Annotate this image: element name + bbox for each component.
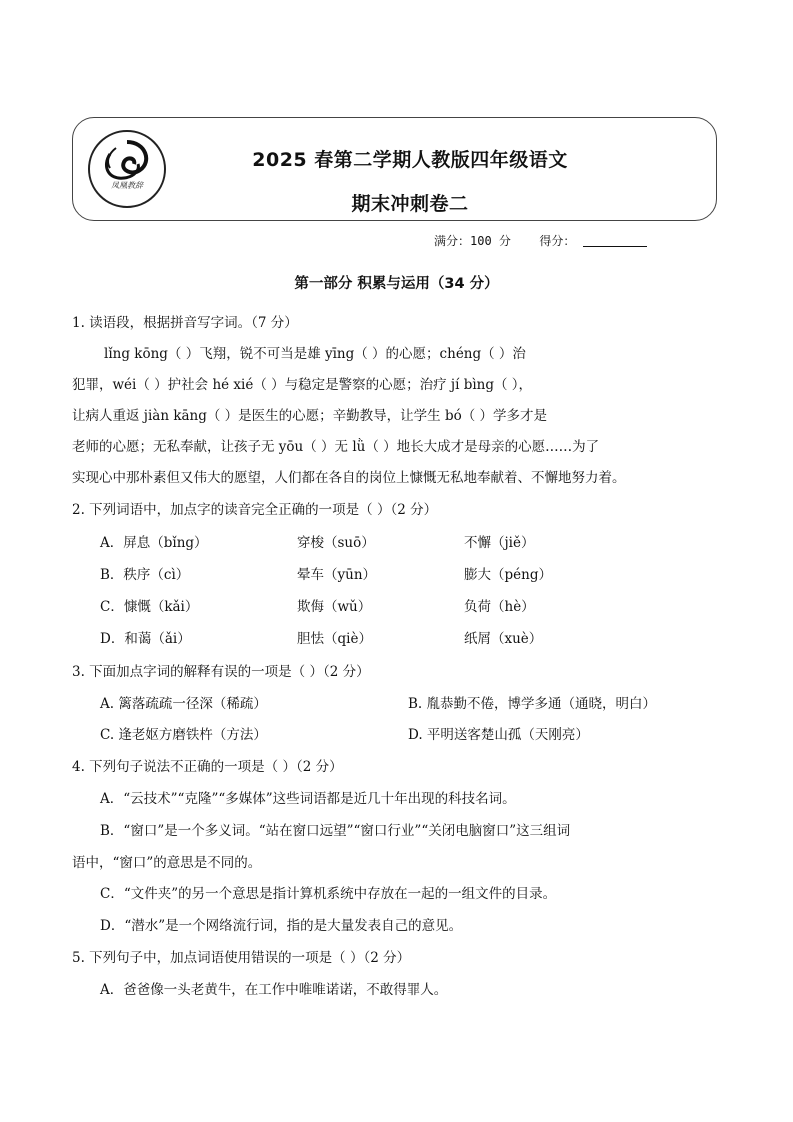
q4-option-b-cont: 语中，“窗口”的意思是不同的。: [72, 855, 262, 871]
q3-option-d: D. 平明送客楚山孤（天刚亮）: [408, 727, 589, 743]
section-title: 第一部分 积累与运用（34 分）: [294, 276, 499, 292]
q3-option-a: A. 篱落疏疏一径深（稀疏）: [100, 696, 267, 712]
q2-option-b-word1: B．秩序（cì）: [100, 567, 190, 583]
q2-option-b-word2: 晕车（yūn）: [297, 567, 377, 583]
q4-option-c: C．“文件夹”的另一个意思是指计算机系统中存放在一起的一组文件的目录。: [100, 886, 557, 902]
q1-line: 犯罪，wéi（ ）护社会 hé xié（ ）与稳定是警察的心愿；治疗 jí bìng（ ），: [72, 377, 533, 393]
q2-option-a-word1: A．屏息（bǐng）: [100, 535, 208, 551]
exam-title: 2025 春第二学期人教版四年级语文: [252, 149, 568, 171]
score-line: [434, 232, 647, 249]
q2-option-a-word2: 穿梭（suō）: [297, 535, 375, 551]
q2-option-d-word1: D．和蔼（ǎi）: [100, 631, 191, 647]
q5-prompt: 5. 下列句子中，加点词语使用错误的一项是（ ）（2 分）: [72, 950, 411, 966]
q2-option-d-word3: 纸屑（xuè）: [464, 631, 543, 647]
q4-option-d: D．“潜水”是一个网络流行词，指的是大量发表自己的意见。: [100, 918, 463, 934]
full-score-label: 满分：100 分: [434, 234, 511, 248]
q3-option-c: C. 逢老妪方磨铁杵（方法）: [100, 727, 267, 743]
q1-line: 让病人重返 jiàn kāng（ ）是医生的心愿；辛勤教导，让学生 bó（ ）学多才是: [72, 408, 548, 424]
q3-option-b: B. 胤恭勤不倦，博学多通（通晓，明白）: [408, 696, 657, 712]
q2-option-c-word3: 负荷（hè）: [464, 599, 535, 615]
q2-option-d-word2: 胆怯（qiè）: [297, 631, 372, 647]
q1-line: 实现心中那朴素但又伟大的愿望，人们都在各自的岗位上慷慨无私地奉献着、不懈地努力着。: [72, 470, 626, 486]
q5-option-a: A．爸爸像一头老黄牛，在工作中唯唯诺诺，不敢得罪人。: [100, 982, 448, 998]
score-blank[interactable]: [583, 234, 647, 247]
q4-prompt: 4. 下列句子说法不正确的一项是（ ）（2 分）: [72, 759, 343, 775]
q4-option-b: B．“窗口”是一个多义词。“站在窗口远望”“窗口行业”“关闭电脑窗口”这三组词: [100, 823, 571, 839]
q1-prompt: 1. 读语段，根据拼音写字词。（7 分）: [72, 315, 298, 331]
logo-text: 凤凰教辞: [111, 181, 143, 190]
q2-option-b-word3: 膨大（péng）: [464, 567, 552, 583]
q1-line: lǐng kōng（ ）飞翔，锐不可当是雄 yīng（ ）的心愿；chéng（ ）治: [104, 346, 526, 362]
q1-line: 老师的心愿；无私奉献，让孩子无 yōu（ ）无 lǜ（ ）地长大成才是母亲的心愿……为了: [72, 439, 600, 455]
q3-prompt: 3. 下面加点字词的解释有误的一项是（ ）（2 分）: [72, 664, 370, 680]
q2-prompt: 2. 下列词语中，加点字的读音完全正确的一项是（ ）（2 分）: [72, 502, 438, 518]
q2-option-c-word1: C．慷慨（kǎi）: [100, 599, 199, 615]
q2-option-c-word2: 欺侮（wǔ）: [297, 599, 372, 615]
exam-subtitle: 期末冲刺卷二: [351, 193, 469, 215]
q4-option-a: A．“云技术”“克隆”“多媒体”这些词语都是近几十年出现的科技名词。: [100, 791, 516, 807]
q2-option-a-word3: 不懈（jiě）: [464, 535, 535, 551]
score-label: 得分：: [539, 234, 576, 248]
